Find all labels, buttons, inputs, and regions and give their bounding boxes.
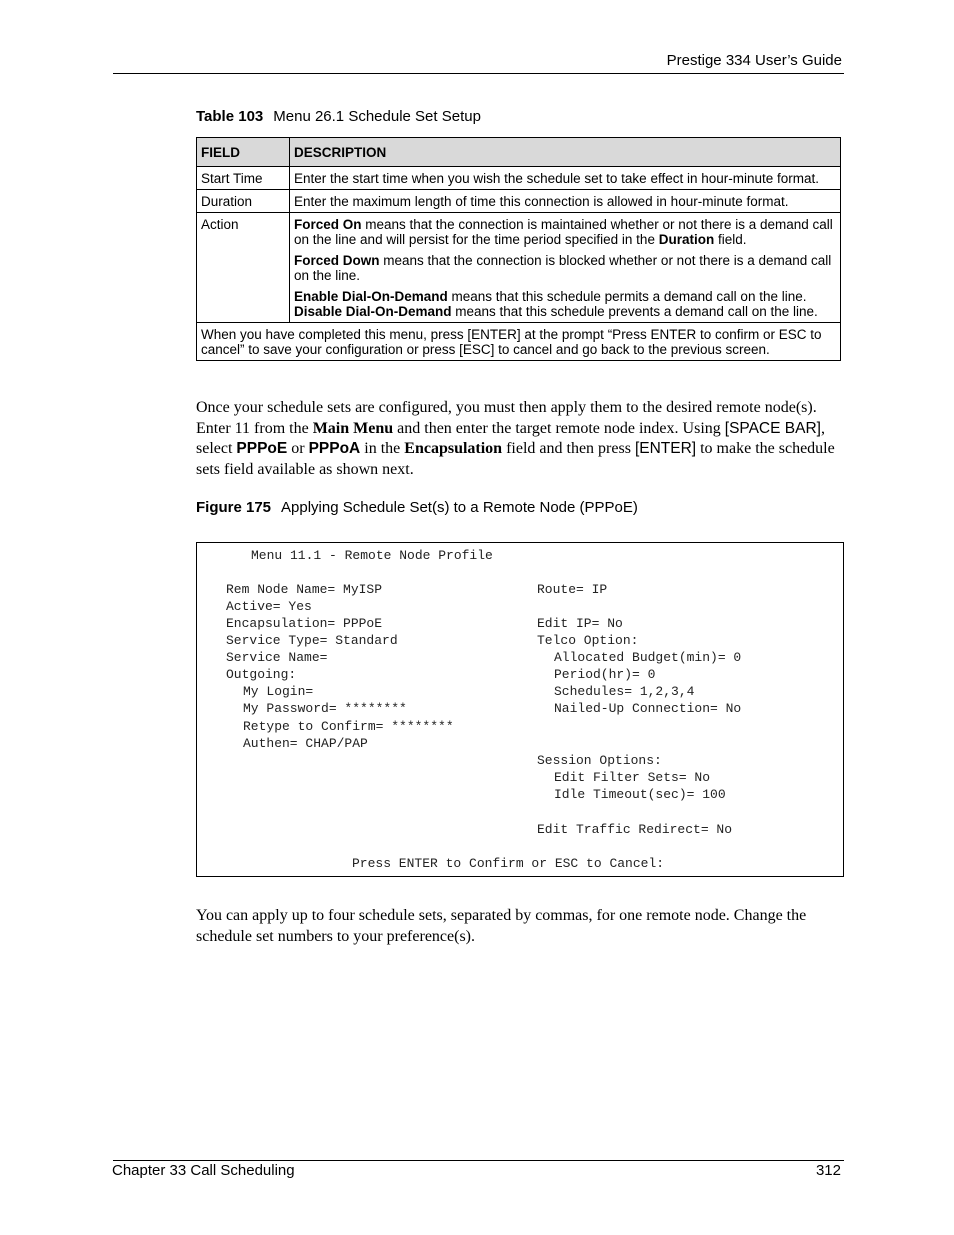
column-header-description: DESCRIPTION [290, 138, 841, 167]
enable-dod-term: Enable Dial-On-Demand [294, 289, 448, 304]
body-paragraph-2: You can apply up to four schedule sets, separated by commas, for one remote node. Change the schedule set numbers to your preference(s). [196, 907, 807, 945]
pppoa-term: PPPoA [308, 440, 361, 457]
running-header: Prestige 334 User’s Guide [666, 52, 842, 69]
active-field: Active= Yes [226, 599, 312, 614]
enable-dod-text: means that this schedule permits a demand call on the line. [447, 289, 807, 304]
outgoing-label: Outgoing: [226, 667, 297, 682]
para-text: in the [360, 440, 405, 457]
space-bar-key: [SPACE BAR] [724, 419, 821, 437]
forced-down-term: Forced Down [294, 253, 380, 268]
schedule-set-setup-table [196, 137, 841, 361]
table-caption [196, 108, 481, 125]
table-row [197, 167, 841, 190]
period-field: Period(hr)= 0 [554, 667, 656, 682]
screen-title: Menu 11.1 - Remote Node Profile [251, 548, 493, 563]
footer-chapter: Chapter 33 Call Scheduling [112, 1162, 295, 1179]
disable-dod-text: means that this schedule prevents a demand call on the line. [451, 304, 818, 319]
forced-down-text: means that the connection is blocked whether or not there is a demand call on the line. [294, 253, 832, 283]
edit-filter-sets-field: Edit Filter Sets= No [554, 770, 711, 785]
authen-field: Authen= CHAP/PAP [243, 736, 368, 751]
table-footer-note: When you have completed this menu, press [ENTER] at the prompt “Press ENTER to confirm or ESC to cancel” to save your configuration or press [ESC] to cancel and go back to the previous screen. [197, 323, 841, 361]
edit-ip-field: Edit IP= No [537, 616, 623, 631]
para-text: and then enter the target remote node index. Using [393, 419, 725, 437]
edit-traffic-redirect-field: Edit Traffic Redirect= No [537, 822, 733, 837]
table-row [197, 213, 841, 323]
table-caption-text: Menu 26.1 Schedule Set Setup [273, 108, 481, 125]
schedules-field: Schedules= 1,2,3,4 [554, 684, 695, 699]
table-caption-label: Table 103 [196, 108, 264, 125]
service-type-field: Service Type= Standard [226, 633, 398, 648]
duration-ref: Duration [658, 232, 715, 247]
my-password-field: My Password= ******** [243, 701, 407, 716]
nailed-up-field: Nailed-Up Connection= No [554, 701, 742, 716]
body-paragraph [196, 398, 836, 480]
desc-start-time: Enter the start time when you wish the schedule set to take effect in hour-minute format. [290, 167, 841, 190]
para-text: , select [196, 419, 825, 457]
para-text: or [287, 440, 309, 457]
figure-caption-label: Figure 175 [196, 499, 272, 516]
retype-confirm-field: Retype to Confirm= ******** [243, 719, 454, 734]
service-name-field: Service Name= [226, 650, 328, 665]
figure-caption [196, 499, 638, 516]
route-field: Route= IP [537, 582, 608, 597]
desc-action [290, 213, 841, 323]
session-options-label: Session Options: [537, 753, 662, 768]
encapsulation-field: Encapsulation= PPPoE [226, 616, 383, 631]
forced-down-desc [294, 253, 836, 283]
forced-on-end: field. [714, 232, 747, 247]
allocated-budget-field: Allocated Budget(min)= 0 [554, 650, 742, 665]
para-text: to make the schedule sets field available as shown next. [196, 440, 835, 478]
table-header-row [197, 138, 841, 167]
table-row [197, 190, 841, 213]
desc-duration: Enter the maximum length of time this connection is allowed in hour-minute format. [290, 190, 841, 213]
telco-option-label: Telco Option: [537, 633, 639, 648]
field-action: Action [197, 213, 290, 323]
rem-node-name-field: Rem Node Name= MyISP [226, 582, 383, 597]
remote-node-profile-screen [196, 542, 844, 877]
para-text: Once your schedule sets are configured, you must then apply them to the desired remote node(s). Enter 11 from the [196, 399, 817, 437]
footer-rule [113, 1160, 844, 1161]
dial-on-demand-desc [294, 289, 836, 319]
my-login-field: My Login= [243, 684, 314, 699]
field-duration: Duration [197, 190, 290, 213]
confirm-prompt: Press ENTER to Confirm or ESC to Cancel: [352, 856, 665, 871]
para-text: field and then press [502, 440, 635, 457]
forced-on-desc [294, 217, 836, 247]
field-start-time: Start Time [197, 167, 290, 190]
column-header-field: FIELD [197, 138, 290, 167]
enter-key: [ENTER] [634, 440, 697, 457]
table-row [197, 323, 841, 361]
header-rule [113, 73, 844, 74]
page-number: 312 [815, 1162, 841, 1179]
forced-on-term: Forced On [294, 217, 362, 232]
figure-caption-text: Applying Schedule Set(s) to a Remote Node (PPPoE) [281, 499, 638, 516]
pppoe-term: PPPoE [236, 440, 288, 457]
main-menu-term: Main Menu [312, 419, 394, 437]
encapsulation-term: Encapsulation [404, 440, 503, 457]
idle-timeout-field: Idle Timeout(sec)= 100 [554, 787, 726, 802]
forced-on-text: means that the connection is maintained whether or not there is a demand call on the line and will persist for the time period specified in the [294, 217, 833, 247]
disable-dod-term: Disable Dial-On-Demand [294, 304, 452, 319]
